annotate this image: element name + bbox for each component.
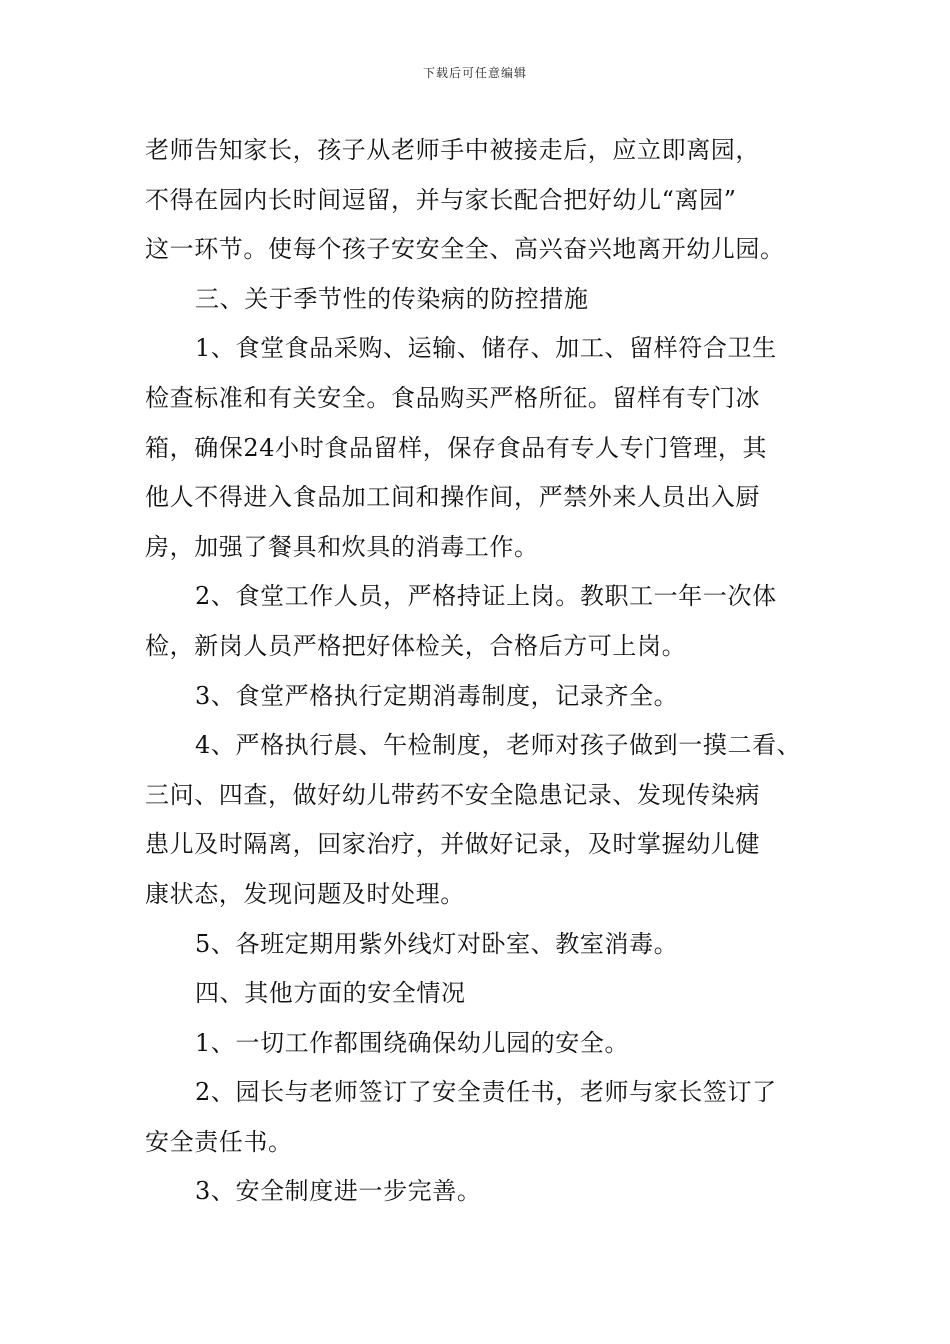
- text-line: 5、各班定期用紫外线灯对卧室、教室消毒。: [195, 929, 679, 958]
- section-heading-4: 四、其他方面的安全情况: [195, 979, 466, 1008]
- text-line: 4、严格执行晨、午检制度，老师对孩子做到一摸二看、: [195, 731, 802, 760]
- text-line: 1、一切工作都围绕确保幼儿园的安全。: [195, 1028, 630, 1057]
- text-line: 2、园长与老师签订了安全责任书，老师与家长签订了: [195, 1078, 777, 1107]
- document-body: [145, 126, 810, 1217]
- text-line: 老师告知家长，孩子从老师手中被接走后，应立即离园，: [145, 136, 760, 164]
- text-line: 三问、四查，做好幼儿带药不安全隐患记录、发现传染病: [145, 780, 760, 809]
- text-line: 不得在园内长时间逗留，并与家长配合把好幼儿“离园”: [145, 185, 737, 214]
- text-line: 他人不得进入食品加工间和操作间，严禁外来人员出入厨: [145, 483, 760, 512]
- text-line: 房，加强了餐具和炊具的消毒工作。: [145, 532, 539, 561]
- text-line: 这一环节。使每个孩子安安全全、高兴奋兴地离开幼儿园。: [145, 235, 785, 264]
- text-line: 康状态，发现问题及时处理。: [145, 879, 465, 908]
- text-line: 2、食堂工作人员，严格持证上岗。教职工一年一次体: [195, 582, 777, 611]
- section-heading-3: 三、关于季节性的传染病的防控措施: [195, 284, 589, 313]
- text-line: 3、安全制度进一步完善。: [195, 1177, 482, 1206]
- text-line: 安全责任书。: [145, 1127, 293, 1156]
- text-line: 1、食堂食品采购、运输、储存、加工、留样符合卫生: [195, 334, 777, 363]
- text-line: 3、食堂严格执行定期消毒制度，记录齐全。: [195, 681, 679, 710]
- text-line: 检查标准和有关安全。食品购买严格所征。留样有专门冰: [145, 383, 760, 412]
- text-line: 患儿及时隔离，回家治疗，并做好记录，及时掌握幼儿健: [145, 830, 760, 859]
- page-header: 下载后可任意编辑: [422, 66, 527, 80]
- text-line: 箱，确保24小时食品留样，保存食品有专人专门管理，其: [145, 433, 768, 462]
- text-line: 检，新岗人员严格把好体检关，合格后方可上岗。: [145, 631, 687, 660]
